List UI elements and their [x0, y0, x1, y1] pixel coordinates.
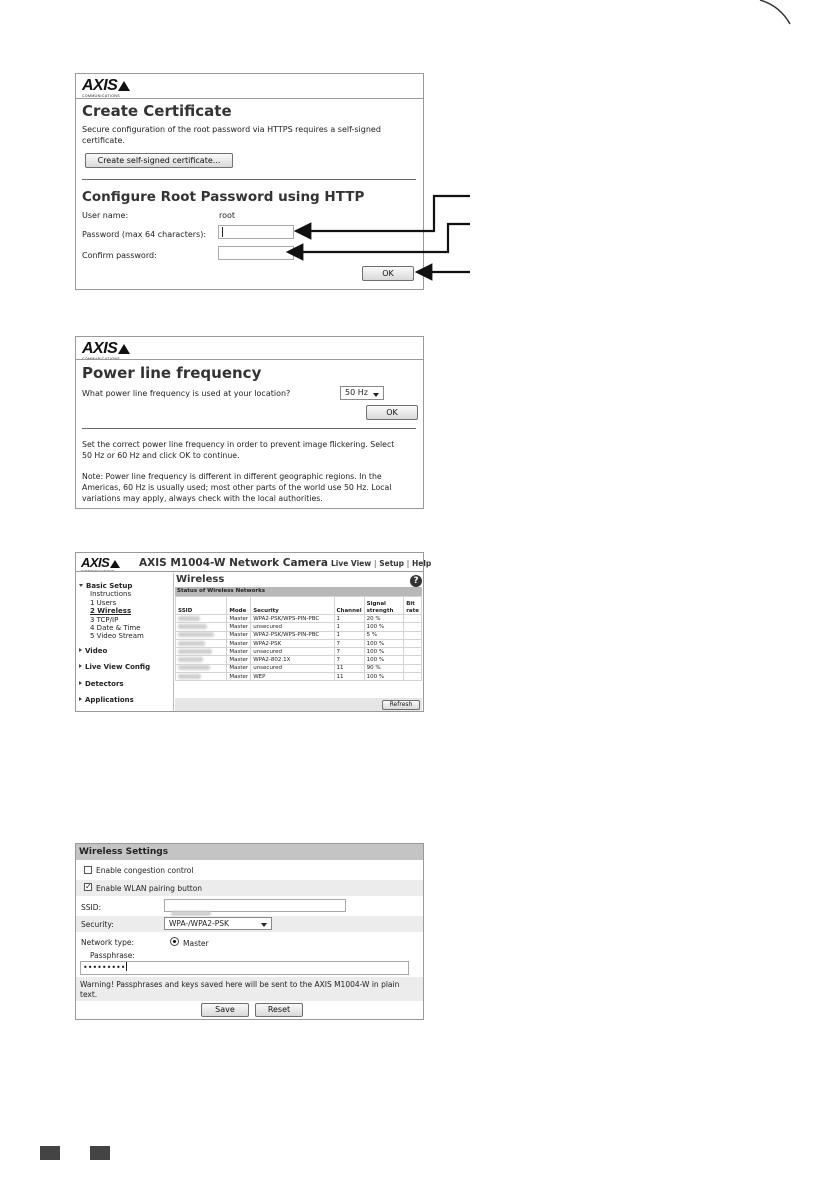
- cell-ssid: [176, 656, 227, 664]
- blurred-ssid: [178, 632, 214, 637]
- cell-bitrate: [404, 639, 422, 647]
- security-label: Security:: [81, 920, 114, 929]
- cell-bitrate: [404, 623, 422, 631]
- blurred-ssid: [178, 616, 200, 621]
- cell-bitrate: [404, 664, 422, 672]
- cell-ssid: [176, 623, 227, 631]
- setup-menu: [79, 582, 150, 704]
- cell-signal: 100 %: [364, 648, 404, 656]
- congestion-control-label: Enable congestion control: [96, 866, 194, 875]
- section-divider: [82, 428, 416, 429]
- cell-channel: 7: [334, 648, 364, 656]
- menu-live-view-config[interactable]: Live View Config: [79, 663, 150, 671]
- page-marker-right: [90, 1146, 110, 1160]
- power-line-title: Power line frequency: [82, 364, 262, 382]
- cell-ssid: [176, 615, 227, 623]
- table-row[interactable]: [176, 656, 422, 664]
- collapsed-icon: [79, 681, 82, 685]
- axis-logo: AXIS: [82, 341, 130, 362]
- certificate-title: Create Certificate: [82, 102, 232, 120]
- cell-signal: 100 %: [364, 656, 404, 664]
- status-header: Status of Wireless Networks: [175, 587, 422, 596]
- cell-security: unsecured: [251, 648, 334, 656]
- cell-channel: 1: [334, 623, 364, 631]
- top-nav: [331, 559, 431, 568]
- col-bitrate: Bit rate: [404, 597, 422, 615]
- table-row[interactable]: [176, 639, 422, 647]
- menu-detectors[interactable]: Detectors: [79, 680, 150, 688]
- menu-video[interactable]: Video: [79, 647, 150, 655]
- col-channel: Channel: [334, 597, 364, 615]
- congestion-control-checkbox[interactable]: [84, 866, 92, 874]
- save-button[interactable]: Save: [201, 1003, 249, 1017]
- cell-bitrate: [404, 673, 422, 681]
- check-icon: ✓: [85, 882, 92, 891]
- frequency-select[interactable]: 50 Hz: [340, 386, 384, 400]
- table-row[interactable]: [176, 623, 422, 631]
- create-certificate-button[interactable]: Create self-signed certificate...: [85, 153, 233, 168]
- cell-bitrate: [404, 656, 422, 664]
- wireless-settings-title: Wireless Settings: [76, 844, 423, 860]
- nav-setup[interactable]: Setup: [379, 559, 404, 568]
- ok-button[interactable]: OK: [366, 405, 418, 420]
- username-value: root: [219, 211, 236, 220]
- menu-item-instructions[interactable]: Instructions: [90, 590, 132, 599]
- cell-bitrate: [404, 648, 422, 656]
- confirm-password-label: Confirm password:: [82, 251, 157, 260]
- root-password-title: Configure Root Password using HTTP: [82, 189, 365, 205]
- wlan-pairing-checkbox[interactable]: [84, 883, 92, 891]
- blurred-ssid: [178, 674, 201, 679]
- menu-item-wireless[interactable]: 2 Wireless: [90, 607, 132, 616]
- cell-security: WPA2-802.1X: [251, 656, 334, 664]
- cell-channel: 11: [334, 673, 364, 681]
- certificate-desc-line1: Secure configuration of the root password via HTTPS requires a self-signed: [82, 125, 381, 134]
- cell-signal: 100 %: [364, 673, 404, 681]
- password-label: Password (max 64 characters):: [82, 230, 207, 239]
- table-row[interactable]: [176, 664, 422, 672]
- col-ssid: SSID: [176, 597, 227, 615]
- master-radio-label: Master: [183, 939, 209, 948]
- table-row[interactable]: [176, 673, 422, 681]
- network-type-label: Network type:: [81, 938, 134, 947]
- header-divider: [76, 571, 423, 572]
- help-icon[interactable]: ?: [410, 575, 422, 587]
- cell-mode: Master: [227, 623, 251, 631]
- passphrase-label: Passphrase:: [90, 951, 135, 960]
- cell-security: WPA2-PSK: [251, 639, 334, 647]
- page-marker-left: [40, 1146, 60, 1160]
- wireless-networks-table: [175, 596, 422, 681]
- collapsed-icon: [79, 664, 82, 668]
- blurred-ssid: [178, 641, 205, 646]
- cell-signal: 90 %: [364, 664, 404, 672]
- cell-channel: 7: [334, 639, 364, 647]
- note-line2: Americas, 60 Hz is usually used; most other parts of the world use 50 Hz. Local: [82, 483, 392, 492]
- menu-basic-setup[interactable]: Basic Setup: [79, 582, 150, 590]
- cell-channel: 1: [334, 615, 364, 623]
- table-row[interactable]: [176, 648, 422, 656]
- nav-separator: |: [406, 559, 410, 568]
- expanded-icon: [79, 584, 83, 587]
- confirm-callout-arrow: [288, 224, 470, 252]
- info-line2: 50 Hz or 60 Hz and click OK to continue.: [82, 451, 240, 460]
- menu-item-users[interactable]: 1 Users: [90, 598, 117, 607]
- cell-channel: 1: [334, 631, 364, 639]
- security-select[interactable]: WPA-/WPA2-PSK: [164, 917, 272, 930]
- blurred-ssid: [178, 665, 210, 670]
- menu-item-tcpip[interactable]: 3 TCP/IP: [90, 615, 119, 624]
- menu-item-date-time[interactable]: 4 Date & Time: [90, 624, 141, 633]
- cell-mode: Master: [227, 615, 251, 623]
- cell-security: WPA2-PSK/WPS-PIN-PBC: [251, 631, 334, 639]
- ok-button[interactable]: OK: [362, 266, 414, 281]
- passphrase-input[interactable]: •••••••••: [80, 961, 409, 975]
- power-line-question: What power line frequency is used at your location?: [82, 389, 291, 398]
- chevron-down-icon: [373, 393, 379, 397]
- table-row[interactable]: [176, 615, 422, 623]
- power-line-panel: [75, 336, 424, 509]
- nav-live-view[interactable]: Live View: [331, 559, 372, 568]
- wireless-heading: Wireless: [176, 574, 225, 585]
- password-callout-arrow: [296, 196, 470, 231]
- cell-ssid: [176, 639, 227, 647]
- cell-ssid: [176, 664, 227, 672]
- cell-mode: Master: [227, 656, 251, 664]
- cell-ssid: [176, 631, 227, 639]
- certificate-desc-line2: certificate.: [82, 136, 125, 145]
- cell-security: WEP: [251, 673, 334, 681]
- master-radio[interactable]: [170, 937, 179, 946]
- cell-bitrate: [404, 631, 422, 639]
- col-mode: Mode: [227, 597, 251, 615]
- menu-applications[interactable]: Applications: [79, 696, 150, 704]
- cell-bitrate: [404, 615, 422, 623]
- note-line1: Note: Power line frequency is different in different geographic regions. In the: [82, 472, 382, 481]
- username-label: User name:: [82, 211, 129, 220]
- axis-logo: AXIS COMMUNICATIONS: [82, 78, 130, 99]
- col-signal: Signal strength: [364, 597, 404, 615]
- callout-arrows: [0, 0, 840, 300]
- cell-security: WPA2-PSK/WPS-PIN-PBC: [251, 615, 334, 623]
- ssid-input[interactable]: [164, 899, 346, 912]
- table-header-row: [176, 597, 422, 615]
- cell-ssid: [176, 673, 227, 681]
- col-security: Security: [251, 597, 334, 615]
- cell-mode: Master: [227, 631, 251, 639]
- blurred-ssid: [178, 657, 203, 662]
- menu-item-video-stream[interactable]: 5 Video Stream: [90, 632, 144, 641]
- cell-channel: 7: [334, 656, 364, 664]
- info-line1: Set the correct power line frequency in order to prevent image flickering. Select: [82, 440, 395, 449]
- blurred-ssid: [178, 624, 207, 629]
- blurred-ssid: [178, 649, 212, 654]
- nav-separator: |: [373, 559, 377, 568]
- table-row[interactable]: [176, 631, 422, 639]
- collapsed-icon: [79, 648, 82, 652]
- axis-logo: AXIS: [81, 556, 120, 574]
- wlan-pairing-label: Enable WLAN pairing button: [96, 884, 203, 893]
- cell-mode: Master: [227, 639, 251, 647]
- camera-title: AXIS M1004-W Network Camera: [139, 557, 328, 569]
- wireless-settings-panel: [75, 843, 424, 1020]
- cell-security: unsecured: [251, 664, 334, 672]
- refresh-button[interactable]: Refresh: [382, 700, 420, 710]
- cell-ssid: [176, 648, 227, 656]
- reset-button[interactable]: Reset: [255, 1003, 303, 1017]
- cell-security: unsecured: [251, 623, 334, 631]
- cell-signal: 20 %: [364, 615, 404, 623]
- cell-mode: Master: [227, 648, 251, 656]
- collapsed-icon: [79, 697, 82, 701]
- camera-setup-panel: [75, 552, 432, 712]
- nav-help[interactable]: Help: [412, 559, 432, 568]
- text-cursor: [126, 962, 127, 971]
- cell-signal: 100 %: [364, 639, 404, 647]
- header-divider: [76, 359, 423, 360]
- chevron-down-icon: [261, 923, 267, 927]
- cell-signal: 100 %: [364, 623, 404, 631]
- cell-channel: 11: [334, 664, 364, 672]
- warning-line1: Warning! Passphrases and keys saved here will be sent to the AXIS M1004-W in plain: [80, 980, 400, 989]
- cell-mode: Master: [227, 664, 251, 672]
- ssid-label: SSID:: [81, 903, 102, 912]
- warning-line2: text.: [80, 990, 98, 999]
- note-line3: variations may apply, always check with the local authorities.: [82, 494, 323, 503]
- cell-signal: 5 %: [364, 631, 404, 639]
- cell-mode: Master: [227, 673, 251, 681]
